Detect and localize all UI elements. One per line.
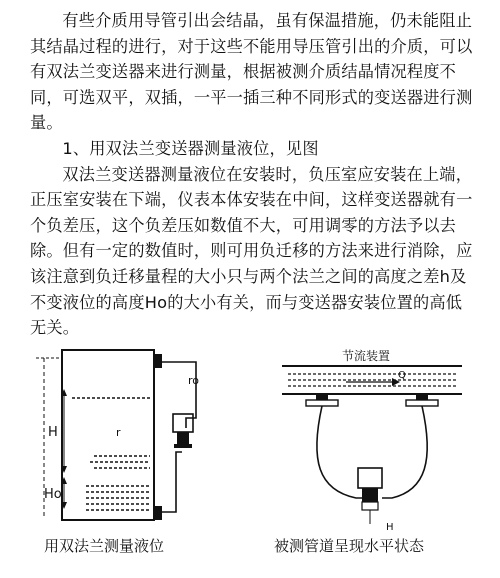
transmitter-block xyxy=(177,432,189,444)
liquid-dashes-upper xyxy=(72,398,150,468)
right-tap-flange xyxy=(406,400,438,406)
upper-flange xyxy=(154,354,162,368)
label-r: r xyxy=(116,426,121,439)
figures xyxy=(0,340,500,578)
liquid-dashes-lower xyxy=(86,486,150,510)
transmitter-base xyxy=(174,444,192,448)
label-ro: ro xyxy=(188,374,200,387)
right-figure-diagram xyxy=(282,366,462,524)
transmitter-right-block xyxy=(362,488,378,502)
article-text xyxy=(30,8,478,341)
label-Q: Q xyxy=(398,370,406,381)
right-tap-stub xyxy=(416,394,428,400)
label-device: 节流装置 xyxy=(342,349,391,363)
left-tap-flange xyxy=(306,400,338,406)
lower-capillary xyxy=(162,452,182,512)
upper-capillary xyxy=(162,362,196,428)
label-H-left: H xyxy=(48,425,58,440)
caption-left: 用双法兰测量液位 xyxy=(44,537,165,555)
paragraph-heading: 1、用双法兰变送器测量液位，见图 xyxy=(62,138,319,158)
transmitter-body xyxy=(173,414,193,432)
left-tap-stub xyxy=(316,394,328,400)
transmitter-right-base xyxy=(362,502,378,510)
label-Ho: Ho xyxy=(44,487,62,502)
paragraph-body: 双法兰变送器测量液位在安装时，负压室应安装在上端，正压室安装在下端，仪表本体安装在中间，这样变送器就有一个负差压，这个负差压如数值不大，可用调零的方法予以去除。但有一定的数值时，则可用负迁移的方法来进行消除，应该注意到负迁移量程的大小只与两个法兰之间的高度之差h及不变液位的高度Ho的大小有关，而与变送器安装位置的高低无关。 xyxy=(30,164,473,338)
tank-outline xyxy=(62,350,154,520)
lower-flange xyxy=(154,506,162,520)
figures-drawing xyxy=(0,340,500,540)
pipe-flow-dashes xyxy=(288,374,458,386)
transmitter-right-body xyxy=(358,468,382,488)
label-H-right: H xyxy=(386,522,394,533)
paragraph-intro: 有些介质用导管引出会结晶，虽有保温措施，仍未能阻止其结晶过程的进行，对于这些不能用导压管引出的介质，可以有双法兰变送器来进行测量，根据被测介质结晶情况程度不同，可选双平，双插，一平一插三种不同形式的变送器进行测量。 xyxy=(30,11,473,133)
right-capillary xyxy=(382,406,427,498)
caption-right: 被测管道呈现水平状态 xyxy=(274,537,425,555)
